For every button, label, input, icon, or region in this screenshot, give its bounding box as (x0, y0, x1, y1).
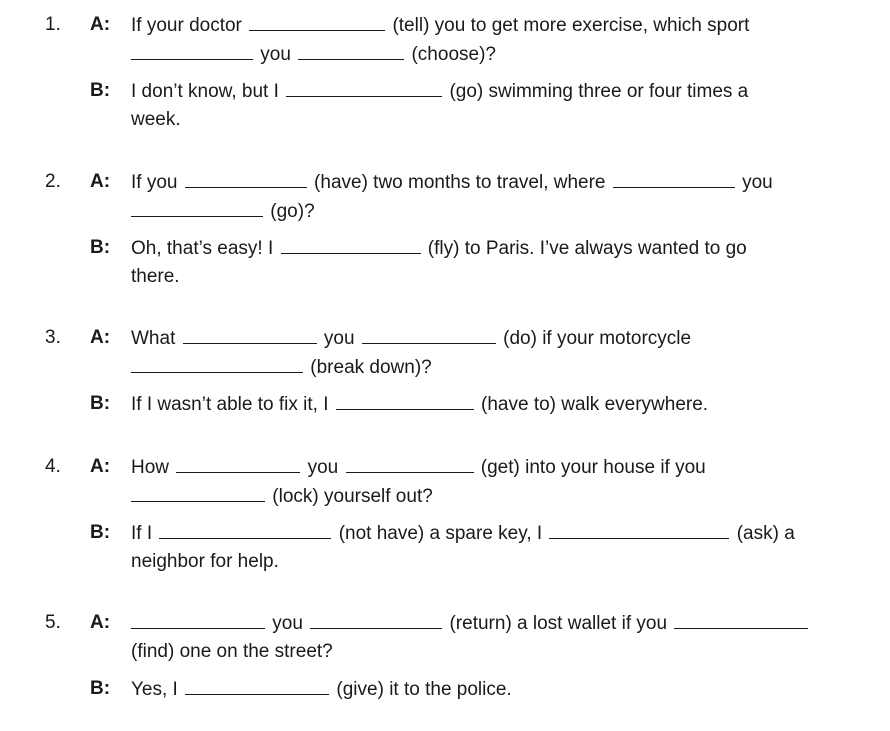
answer-blank[interactable] (281, 233, 421, 254)
answer-blank[interactable] (346, 452, 474, 473)
exercise-number: 5. (45, 612, 61, 633)
exercise-number: 1. (45, 14, 61, 35)
exercise-text: Oh, that’s easy! I (fly) to Paris. I’ve always wanted to go (131, 233, 747, 263)
exercise-text: (break down)? (131, 352, 432, 382)
answer-blank[interactable] (336, 389, 474, 410)
exercise-text: (find) one on the street? (131, 641, 333, 662)
answer-blank[interactable] (613, 167, 735, 188)
answer-blank[interactable] (131, 352, 303, 373)
exercise-text: If I wasn’t able to fix it, I (have to) walk everywhere. (131, 389, 708, 419)
exercise-text: you (return) a lost wallet if you (131, 608, 810, 638)
exercise-text: If I (not have) a spare key, I (ask) a (131, 518, 795, 548)
exercise-number: 4. (45, 456, 61, 477)
exercise-text: What you (do) if your motorcycle (131, 323, 691, 353)
exercise-text: If you (have) two months to travel, where you (131, 167, 773, 197)
answer-blank[interactable] (249, 10, 385, 31)
speaker-label: A: (90, 171, 111, 192)
answer-blank[interactable] (286, 76, 442, 97)
answer-blank[interactable] (159, 518, 331, 539)
answer-blank[interactable] (185, 674, 329, 695)
exercise-text: there. (131, 266, 180, 287)
answer-blank[interactable] (131, 481, 265, 502)
answer-blank[interactable] (362, 323, 496, 344)
answer-blank[interactable] (176, 452, 300, 473)
speaker-label: A: (90, 327, 111, 348)
answer-blank[interactable] (310, 608, 442, 629)
exercise-text: neighbor for help. (131, 551, 279, 572)
exercise-number: 2. (45, 171, 61, 192)
speaker-label: B: (90, 522, 111, 543)
answer-blank[interactable] (185, 167, 307, 188)
answer-blank[interactable] (298, 39, 404, 60)
exercise-text: (lock) yourself out? (131, 481, 433, 511)
speaker-label: A: (90, 14, 111, 35)
exercise-text: you (choose)? (131, 39, 496, 69)
speaker-label: B: (90, 80, 111, 101)
exercise-number: 3. (45, 327, 61, 348)
speaker-label: B: (90, 393, 111, 414)
exercise-text: I don’t know, but I (go) swimming three or four times a (131, 76, 748, 106)
exercise-text: (go)? (131, 196, 315, 226)
exercise-text: If your doctor (tell) you to get more exercise, which sport (131, 10, 749, 40)
exercise-text: Yes, I (give) it to the police. (131, 674, 512, 704)
exercise-text: How you (get) into your house if you (131, 452, 706, 482)
answer-blank[interactable] (131, 196, 263, 217)
answer-blank[interactable] (131, 608, 265, 629)
speaker-label: A: (90, 612, 111, 633)
speaker-label: B: (90, 678, 111, 699)
answer-blank[interactable] (183, 323, 317, 344)
answer-blank[interactable] (131, 39, 253, 60)
answer-blank[interactable] (549, 518, 729, 539)
exercise-text: week. (131, 109, 181, 130)
speaker-label: A: (90, 456, 111, 477)
speaker-label: B: (90, 237, 111, 258)
answer-blank[interactable] (674, 608, 808, 629)
